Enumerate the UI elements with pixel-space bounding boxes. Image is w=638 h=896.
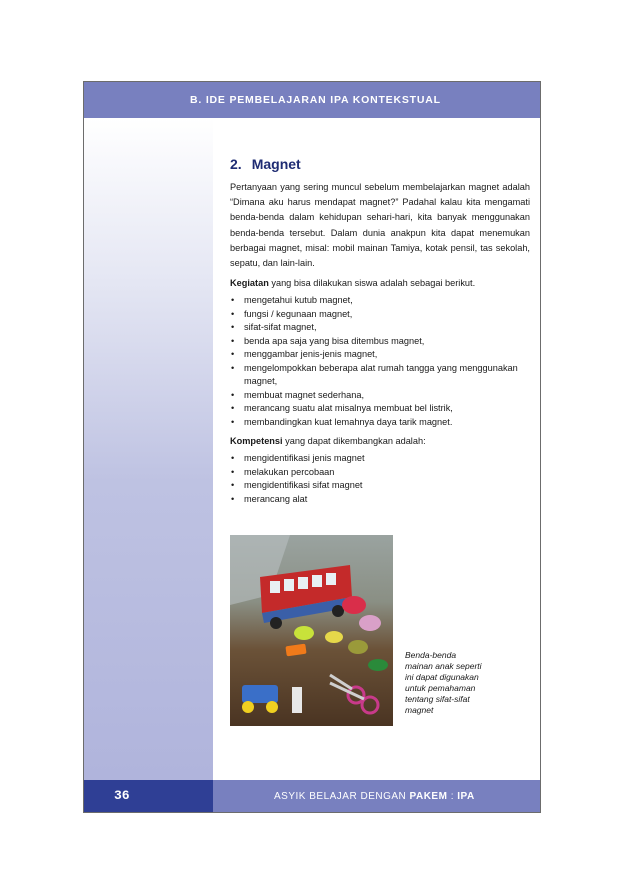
list-item: • mengelompokkan beberapa alat rumah tangga yang menggunakan magnet, [230,362,530,389]
photo-caption: Benda-benda mainan anak seperti ini dapat digunakan untuk pemahaman tentang sifat-sifat magnet [405,650,482,715]
toys-photo [230,535,393,726]
kegiatan-list [230,294,530,429]
footer-text [274,791,475,802]
list-item: • membuat magnet sederhana, [230,389,530,403]
kompetensi-label: Kompetensi [230,436,283,447]
kegiatan-lead-text: yang bisa dilakukan siswa adalah sebagai berikut. [268,278,476,289]
left-decorative-strip [84,118,213,780]
footer-number-block [84,780,213,812]
list-item: • merancang alat [230,493,530,507]
page-number: 36 [114,788,130,803]
page-header-title: B. IDE PEMBELAJARAN IPA KONTEKSTUAL [190,94,441,106]
list-item: • membandingkan kuat lemahnya daya tarik magnet. [230,416,530,430]
footer-text-separator: : [447,791,458,802]
kompetensi-lead-text: yang dapat dikembangkan adalah: [282,436,426,447]
footer-text-bold2: IPA [457,791,475,802]
section-title-text: Magnet [251,156,301,172]
footer-text-prefix: ASYIK BELAJAR DENGAN [274,791,410,802]
list-item: • mengetahui kutub magnet, [230,294,530,308]
main-content [230,150,530,506]
list-item: • mengidentifikasi jenis magnet [230,452,530,466]
kegiatan-label: Kegiatan [230,278,269,289]
kegiatan-lead [230,276,530,291]
list-item: • sifat-sifat magnet, [230,321,530,335]
intro-paragraph: Pertanyaan yang sering muncul sebelum membelajarkan magnet adalah “Dimana aku harus mendapat magnet?” Padahal kalau kita mengamati benda-benda dalam kehidupan sehari-hari, kita banyak menggunakan benda-benda tersebut. Dalam dunia anakpun kita dapat menemukan berbagai magnet, misal: mobil mainan Tamiya, kotak pensil, tas sekolah, sepatu, dan lain-lain. [230,182,530,269]
list-item: • merancang suatu alat misalnya membuat bel listrik, [230,402,530,416]
list-item: • melakukan percobaan [230,466,530,480]
section-title [230,156,530,172]
list-item: • menggambar jenis-jenis magnet, [230,348,530,362]
kompetensi-lead [230,434,530,449]
section-number: 2. [230,156,242,172]
footer-text-bold: PAKEM [409,791,448,802]
list-item: • benda apa saja yang bisa ditembus magnet, [230,335,530,349]
list-item: • mengidentifikasi sifat magnet [230,479,530,493]
kompetensi-list [230,452,530,506]
list-item: • fungsi / kegunaan magnet, [230,308,530,322]
